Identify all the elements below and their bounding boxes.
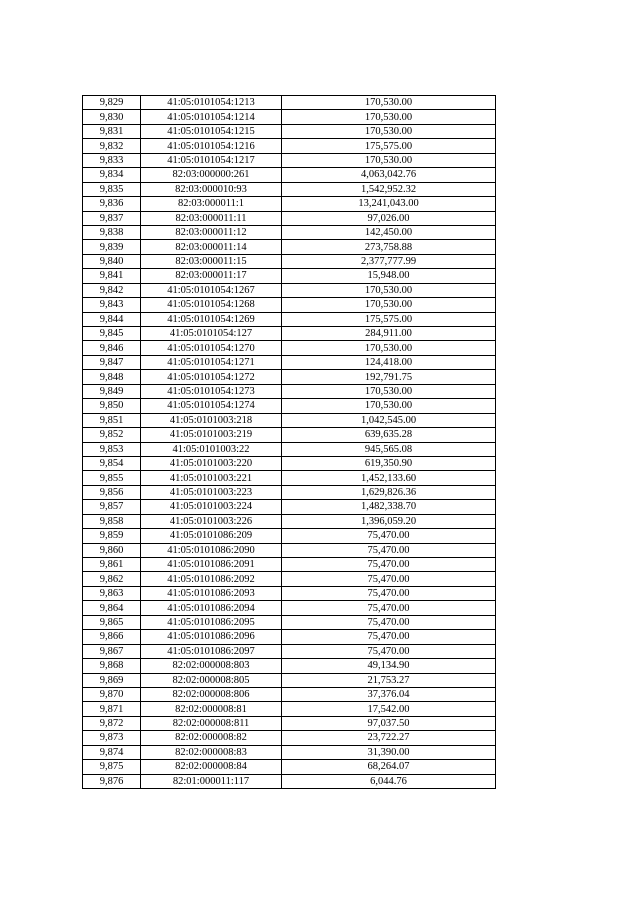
row-number-cell: 9,875 — [83, 760, 141, 774]
row-number-cell: 9,866 — [83, 630, 141, 644]
cadastral-number-cell: 82:02:000008:806 — [141, 687, 282, 701]
value-cell: 170,530.00 — [282, 153, 496, 167]
value-cell: 2,377,777.99 — [282, 254, 496, 268]
row-number-cell: 9,841 — [83, 269, 141, 283]
cadastral-number-cell: 41:05:0101054:1217 — [141, 153, 282, 167]
table-row — [83, 384, 496, 398]
table-row — [83, 341, 496, 355]
table-row — [83, 96, 496, 110]
table-row — [83, 399, 496, 413]
value-cell: 142,450.00 — [282, 225, 496, 239]
cadastral-number-cell: 41:05:0101054:1216 — [141, 139, 282, 153]
value-cell: 75,470.00 — [282, 601, 496, 615]
row-number-cell: 9,864 — [83, 601, 141, 615]
cadastral-number-cell: 41:05:0101003:226 — [141, 514, 282, 528]
table-row — [83, 485, 496, 499]
table-row — [83, 225, 496, 239]
cadastral-number-cell: 41:05:0101054:1274 — [141, 399, 282, 413]
row-number-cell: 9,833 — [83, 153, 141, 167]
row-number-cell: 9,831 — [83, 124, 141, 138]
cadastral-number-cell: 41:05:0101054:1273 — [141, 384, 282, 398]
table-row — [83, 153, 496, 167]
value-cell: 170,530.00 — [282, 384, 496, 398]
table-row — [83, 456, 496, 470]
table-row — [83, 687, 496, 701]
value-cell: 75,470.00 — [282, 586, 496, 600]
cadastral-number-cell: 41:05:0101054:1270 — [141, 341, 282, 355]
row-number-cell: 9,830 — [83, 110, 141, 124]
row-number-cell: 9,829 — [83, 96, 141, 110]
table-row — [83, 471, 496, 485]
table-row — [83, 774, 496, 788]
value-cell: 175,575.00 — [282, 139, 496, 153]
value-cell: 1,396,059.20 — [282, 514, 496, 528]
cadastral-number-cell: 82:03:000011:17 — [141, 269, 282, 283]
cadastral-number-cell: 41:05:0101086:2097 — [141, 644, 282, 658]
row-number-cell: 9,836 — [83, 197, 141, 211]
cadastral-number-cell: 82:03:000011:11 — [141, 211, 282, 225]
value-cell: 639,635.28 — [282, 428, 496, 442]
row-number-cell: 9,855 — [83, 471, 141, 485]
row-number-cell: 9,870 — [83, 687, 141, 701]
cadastral-number-cell: 41:05:0101086:2091 — [141, 558, 282, 572]
cadastral-number-cell: 41:05:0101054:1268 — [141, 298, 282, 312]
row-number-cell: 9,845 — [83, 327, 141, 341]
cadastral-number-cell: 82:03:000000:261 — [141, 168, 282, 182]
table-row — [83, 529, 496, 543]
table-row — [83, 124, 496, 138]
value-cell: 13,241,043.00 — [282, 197, 496, 211]
value-cell: 945,565.08 — [282, 442, 496, 456]
cadastral-number-cell: 41:05:0101054:1271 — [141, 355, 282, 369]
table-row — [83, 269, 496, 283]
cadastral-number-cell: 41:05:0101054:1269 — [141, 312, 282, 326]
table-row — [83, 312, 496, 326]
value-cell: 97,026.00 — [282, 211, 496, 225]
value-cell: 68,264.07 — [282, 760, 496, 774]
row-number-cell: 9,843 — [83, 298, 141, 312]
table-row — [83, 731, 496, 745]
row-number-cell: 9,862 — [83, 572, 141, 586]
row-number-cell: 9,834 — [83, 168, 141, 182]
cadastral-number-cell: 41:05:0101054:1272 — [141, 370, 282, 384]
value-cell: 21,753.27 — [282, 673, 496, 687]
value-cell: 170,530.00 — [282, 298, 496, 312]
cadastral-number-cell: 41:05:0101086:2090 — [141, 543, 282, 557]
value-cell: 170,530.00 — [282, 399, 496, 413]
cadastral-number-cell: 82:03:000011:1 — [141, 197, 282, 211]
row-number-cell: 9,859 — [83, 529, 141, 543]
row-number-cell: 9,863 — [83, 586, 141, 600]
row-number-cell: 9,867 — [83, 644, 141, 658]
row-number-cell: 9,876 — [83, 774, 141, 788]
row-number-cell: 9,848 — [83, 370, 141, 384]
cadastral-number-cell: 82:03:000011:12 — [141, 225, 282, 239]
row-number-cell: 9,853 — [83, 442, 141, 456]
row-number-cell: 9,851 — [83, 413, 141, 427]
table-row — [83, 327, 496, 341]
row-number-cell: 9,838 — [83, 225, 141, 239]
table-row — [83, 630, 496, 644]
row-number-cell: 9,842 — [83, 283, 141, 297]
cadastral-number-cell: 82:02:000008:83 — [141, 745, 282, 759]
value-cell: 1,452,133.60 — [282, 471, 496, 485]
cadastral-number-cell: 41:05:0101086:209 — [141, 529, 282, 543]
cadastral-number-cell: 82:02:000008:803 — [141, 659, 282, 673]
cadastral-number-cell: 41:05:0101054:1213 — [141, 96, 282, 110]
cadastral-number-cell: 41:05:0101054:1214 — [141, 110, 282, 124]
cadastral-number-cell: 41:05:0101054:127 — [141, 327, 282, 341]
value-cell: 6,044.76 — [282, 774, 496, 788]
row-number-cell: 9,856 — [83, 485, 141, 499]
value-cell: 75,470.00 — [282, 644, 496, 658]
row-number-cell: 9,871 — [83, 702, 141, 716]
cadastral-number-cell: 41:05:0101003:221 — [141, 471, 282, 485]
value-cell: 170,530.00 — [282, 124, 496, 138]
table-row — [83, 413, 496, 427]
table-row — [83, 514, 496, 528]
row-number-cell: 9,868 — [83, 659, 141, 673]
value-cell: 170,530.00 — [282, 110, 496, 124]
table-row — [83, 673, 496, 687]
cadastral-number-cell: 41:05:0101003:223 — [141, 485, 282, 499]
table-row — [83, 500, 496, 514]
table-row — [83, 240, 496, 254]
table-row — [83, 442, 496, 456]
value-cell: 49,134.90 — [282, 659, 496, 673]
table-row — [83, 716, 496, 730]
row-number-cell: 9,873 — [83, 731, 141, 745]
value-cell: 170,530.00 — [282, 96, 496, 110]
table-body — [83, 96, 496, 789]
value-cell: 124,418.00 — [282, 355, 496, 369]
cadastral-number-cell: 41:05:0101086:2096 — [141, 630, 282, 644]
table-row — [83, 428, 496, 442]
cadastral-number-cell: 41:05:0101003:219 — [141, 428, 282, 442]
table-row — [83, 168, 496, 182]
row-number-cell: 9,840 — [83, 254, 141, 268]
cadastral-number-cell: 41:05:0101086:2095 — [141, 615, 282, 629]
value-cell: 192,791.75 — [282, 370, 496, 384]
row-number-cell: 9,860 — [83, 543, 141, 557]
row-number-cell: 9,839 — [83, 240, 141, 254]
table-row — [83, 543, 496, 557]
row-number-cell: 9,852 — [83, 428, 141, 442]
row-number-cell: 9,869 — [83, 673, 141, 687]
value-cell: 1,542,952.32 — [282, 182, 496, 196]
value-cell: 170,530.00 — [282, 341, 496, 355]
cadastral-number-cell: 82:02:000008:84 — [141, 760, 282, 774]
table-row — [83, 745, 496, 759]
cadastral-number-cell: 41:05:0101003:220 — [141, 456, 282, 470]
cadastral-number-cell: 41:05:0101003:224 — [141, 500, 282, 514]
value-cell: 75,470.00 — [282, 558, 496, 572]
value-cell: 23,722.27 — [282, 731, 496, 745]
value-cell: 273,758.88 — [282, 240, 496, 254]
table-row — [83, 182, 496, 196]
cadastral-number-cell: 41:05:0101054:1215 — [141, 124, 282, 138]
row-number-cell: 9,846 — [83, 341, 141, 355]
table-row — [83, 355, 496, 369]
cadastral-number-cell: 41:05:0101086:2093 — [141, 586, 282, 600]
value-cell: 175,575.00 — [282, 312, 496, 326]
table-row — [83, 586, 496, 600]
value-cell: 75,470.00 — [282, 615, 496, 629]
cadastral-number-cell: 82:03:000011:15 — [141, 254, 282, 268]
cadastral-number-cell: 82:02:000008:81 — [141, 702, 282, 716]
value-cell: 75,470.00 — [282, 543, 496, 557]
table-row — [83, 139, 496, 153]
cadastral-number-cell: 41:05:0101086:2094 — [141, 601, 282, 615]
value-cell: 4,063,042.76 — [282, 168, 496, 182]
row-number-cell: 9,837 — [83, 211, 141, 225]
row-number-cell: 9,857 — [83, 500, 141, 514]
table-row — [83, 283, 496, 297]
data-table — [82, 95, 496, 789]
value-cell: 284,911.00 — [282, 327, 496, 341]
value-cell: 37,376.04 — [282, 687, 496, 701]
row-number-cell: 9,872 — [83, 716, 141, 730]
row-number-cell: 9,835 — [83, 182, 141, 196]
cadastral-number-cell: 82:02:000008:82 — [141, 731, 282, 745]
value-cell: 97,037.50 — [282, 716, 496, 730]
value-cell: 619,350.90 — [282, 456, 496, 470]
row-number-cell: 9,844 — [83, 312, 141, 326]
value-cell: 1,629,826.36 — [282, 485, 496, 499]
cadastral-number-cell: 41:05:0101003:218 — [141, 413, 282, 427]
value-cell: 75,470.00 — [282, 572, 496, 586]
value-cell: 31,390.00 — [282, 745, 496, 759]
table-row — [83, 601, 496, 615]
table-row — [83, 211, 496, 225]
value-cell: 1,482,338.70 — [282, 500, 496, 514]
table-row — [83, 659, 496, 673]
row-number-cell: 9,865 — [83, 615, 141, 629]
table-row — [83, 254, 496, 268]
row-number-cell: 9,858 — [83, 514, 141, 528]
table-row — [83, 110, 496, 124]
row-number-cell: 9,874 — [83, 745, 141, 759]
value-cell: 75,470.00 — [282, 529, 496, 543]
table-row — [83, 197, 496, 211]
table-row — [83, 760, 496, 774]
value-cell: 15,948.00 — [282, 269, 496, 283]
cadastral-number-cell: 41:05:0101054:1267 — [141, 283, 282, 297]
cadastral-number-cell: 82:02:000008:811 — [141, 716, 282, 730]
table-row — [83, 615, 496, 629]
cadastral-number-cell: 82:01:000011:117 — [141, 774, 282, 788]
cadastral-number-cell: 82:03:000011:14 — [141, 240, 282, 254]
cadastral-number-cell: 41:05:0101086:2092 — [141, 572, 282, 586]
table-row — [83, 298, 496, 312]
cadastral-number-cell: 82:02:000008:805 — [141, 673, 282, 687]
value-cell: 75,470.00 — [282, 630, 496, 644]
table-row — [83, 558, 496, 572]
row-number-cell: 9,861 — [83, 558, 141, 572]
cadastral-number-cell: 41:05:0101003:22 — [141, 442, 282, 456]
cadastral-number-cell: 82:03:000010:93 — [141, 182, 282, 196]
row-number-cell: 9,850 — [83, 399, 141, 413]
value-cell: 170,530.00 — [282, 283, 496, 297]
value-cell: 1,042,545.00 — [282, 413, 496, 427]
table-row — [83, 370, 496, 384]
table-row — [83, 644, 496, 658]
table-row — [83, 572, 496, 586]
row-number-cell: 9,854 — [83, 456, 141, 470]
table-row — [83, 702, 496, 716]
row-number-cell: 9,847 — [83, 355, 141, 369]
row-number-cell: 9,832 — [83, 139, 141, 153]
row-number-cell: 9,849 — [83, 384, 141, 398]
value-cell: 17,542.00 — [282, 702, 496, 716]
